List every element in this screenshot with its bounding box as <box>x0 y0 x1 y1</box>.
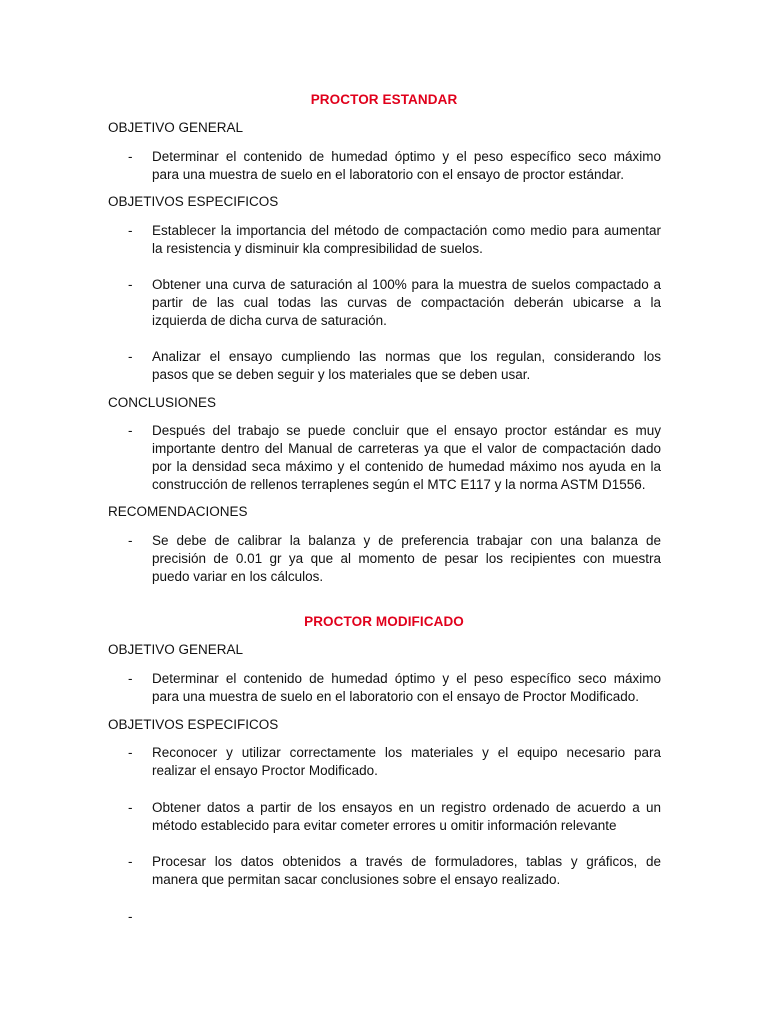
bullet-line: para una muestra de suelo en el laboratorio con el ensayo de proctor estándar. <box>152 167 625 182</box>
bullet-line: pasos que se deben seguir y los materiales que se deben usar. <box>152 367 531 382</box>
bullet-line: manera que permitan sacar conclusiones sobre el ensayo realizado. <box>152 872 561 887</box>
bullet-text <box>152 670 661 706</box>
bullet-line: partir de las cual todas las curvas de compactación deberán ubicarse a la <box>152 295 661 310</box>
bullet-text <box>152 348 661 384</box>
bullet-text <box>152 853 661 889</box>
bullet-text <box>152 222 661 258</box>
bullet-line: método establecido para evitar cometer errores u omitir información relevante <box>152 818 617 833</box>
bullet-line: construcción de rellenos terraplenes según el MTC E117 y la norma ASTM D1556. <box>152 477 646 492</box>
heading-objetivo-general-2: OBJETIVO GENERAL <box>108 642 244 657</box>
bullet-dash: - <box>128 533 133 548</box>
bullet-text <box>152 148 661 184</box>
bullet-line: Determinar el contenido de humedad óptimo y el peso específico seco máximo <box>152 671 661 686</box>
bullet-line: Reconocer y utilizar correctamente los materiales y el equipo necesario para <box>152 745 661 760</box>
bullet-line: izquierda de dicha curva de saturación. <box>152 313 387 328</box>
bullet-dash: - <box>128 223 133 238</box>
bullet-line: puedo variar en los cálculos. <box>152 569 324 584</box>
bullet-dash: - <box>128 349 133 364</box>
bullet-line: Se debe de calibrar la balanza y de preferencia trabajar con una balanza de <box>152 533 661 548</box>
section-title-proctor-modificado: PROCTOR MODIFICADO <box>304 614 464 629</box>
bullet-dash: - <box>128 423 133 438</box>
bullet-line: Determinar el contenido de humedad óptimo y el peso específico seco máximo <box>152 149 661 164</box>
bullet-line: realizar el ensayo Proctor Modificado. <box>152 763 378 778</box>
bullet-line: importante dentro del Manual de carreteras ya que el valor de compactación dado <box>152 441 661 456</box>
bullet-dash: - <box>128 745 133 760</box>
bullet-dash: - <box>128 854 133 869</box>
bullet-line: la resistencia y disminuir kla compresibilidad de suelos. <box>152 241 483 256</box>
bullet-dash: - <box>128 149 133 164</box>
section-title-proctor-estandar: PROCTOR ESTANDAR <box>310 92 458 107</box>
bullet-line: precisión de 0.01 gr ya que al momento de pesar los recipientes con muestra <box>152 551 661 566</box>
bullet-line: Obtener una curva de saturación al 100% para la muestra de suelos compactado a <box>152 277 661 292</box>
bullet-dash: - <box>128 909 133 924</box>
bullet-text <box>152 744 661 780</box>
bullet-line: por la densidad seca máximo y el contenido de humedad máximo nos ayuda en la <box>152 459 661 474</box>
bullet-line: Obtener datos a partir de los ensayos en un registro ordenado de acuerdo a un <box>152 800 661 815</box>
bullet-dash: - <box>128 671 133 686</box>
heading-objetivos-especificos: OBJETIVOS ESPECIFICOS <box>108 194 279 209</box>
heading-objetivo-general: OBJETIVO GENERAL <box>108 120 244 135</box>
bullet-dash: - <box>128 800 133 815</box>
bullet-text <box>152 422 661 494</box>
heading-recomendaciones: RECOMENDACIONES <box>108 504 248 519</box>
heading-conclusiones: CONCLUSIONES <box>108 395 217 410</box>
bullet-line: Establecer la importancia del método de compactación como medio para aumentar <box>152 223 661 238</box>
bullet-dash: - <box>128 277 133 292</box>
bullet-line: Analizar el ensayo cumpliendo las normas que los regulan, considerando los <box>152 349 661 364</box>
bullet-line: Procesar los datos obtenidos a través de formuladores, tablas y gráficos, de <box>152 854 661 869</box>
bullet-text <box>152 799 661 835</box>
bullet-line: Después del trabajo se puede concluir que el ensayo proctor estándar es muy <box>152 423 661 438</box>
bullet-text <box>152 276 661 330</box>
bullet-line: para una muestra de suelo en el laboratorio con el ensayo de Proctor Modificado. <box>152 689 640 704</box>
bullet-text <box>152 532 661 586</box>
heading-objetivos-especificos-2: OBJETIVOS ESPECIFICOS <box>108 717 279 732</box>
